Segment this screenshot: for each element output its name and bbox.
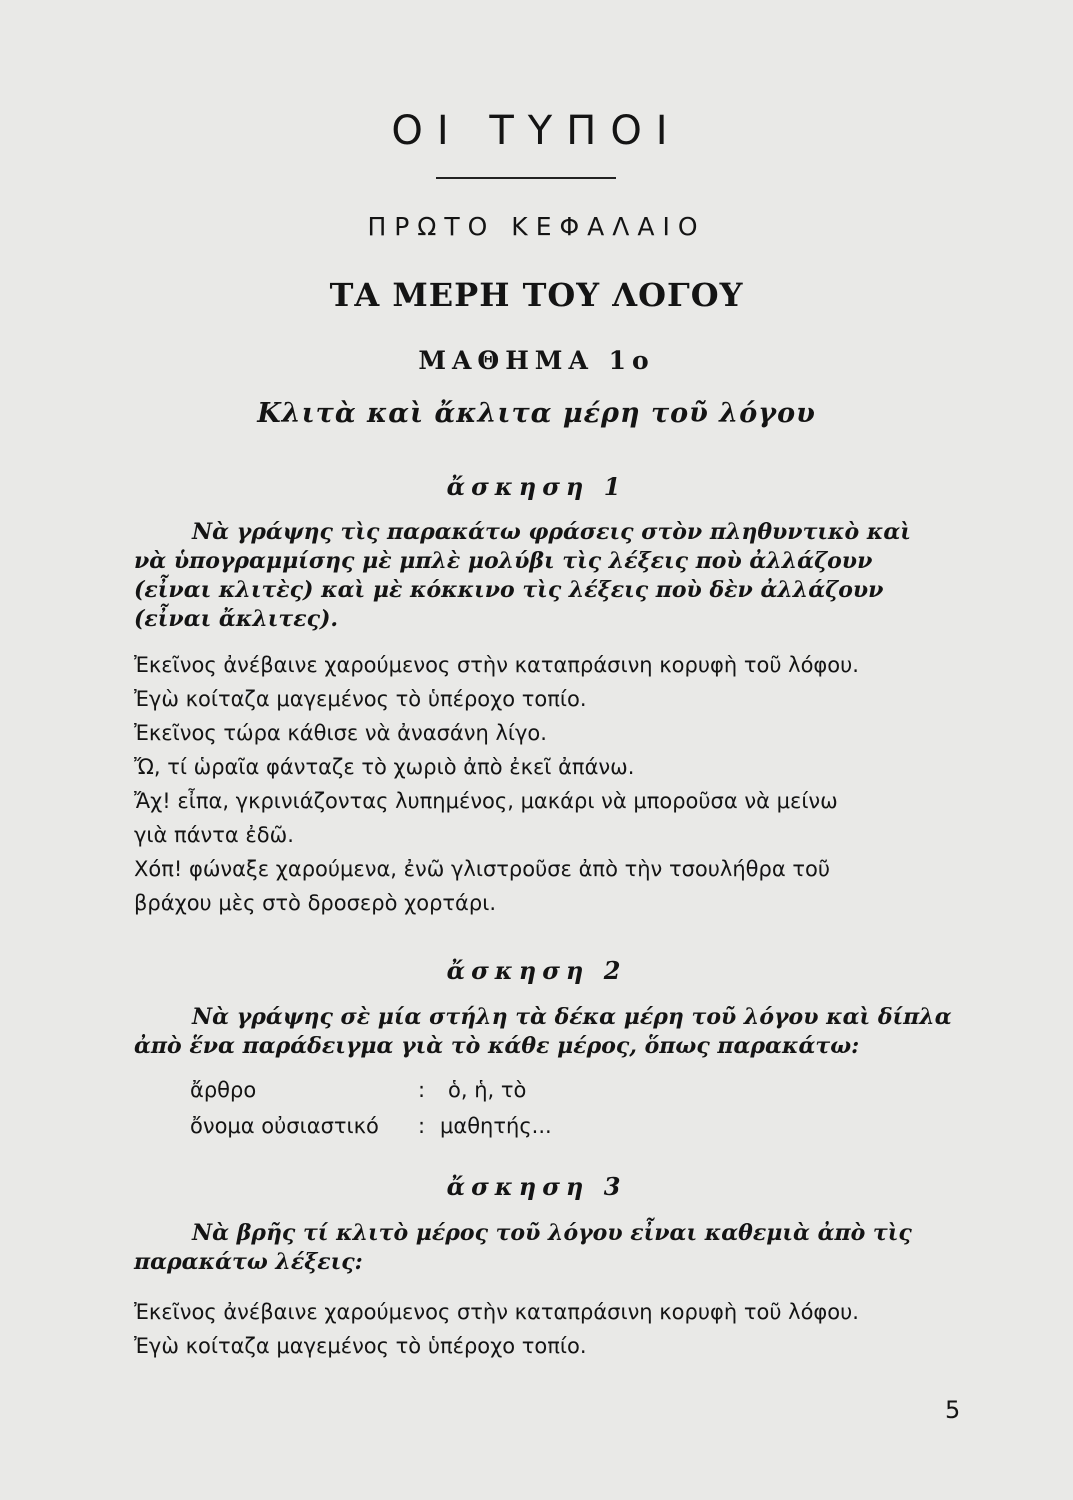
sentence-line: Ἐγὼ κοίταζα μαγεμένος τὸ ὑπέροχο τοπίο. xyxy=(134,687,587,711)
example-term: ἄρθρο xyxy=(190,1078,257,1102)
example-value: ὁ, ἡ, τὸ xyxy=(448,1078,527,1102)
instruction-line: (εἶναι κλιτὲς) καὶ μὲ κόκκινο τὶς λέξεις ποὺ δὲν ἀλλάζουν xyxy=(134,577,884,603)
exercise-3-instruction xyxy=(134,1219,970,1277)
sentence-line: Ἐκεῖνος ἀνέβαινε χαρούμενος στὴν καταπράσινη κορυφὴ τοῦ λόφου. xyxy=(134,1300,859,1324)
exercise-1-heading: ἄσκηση 1 xyxy=(446,472,627,501)
exercise-3-heading: ἄσκηση 3 xyxy=(446,1172,627,1201)
sentence-line: βράχου μὲς στὸ δροσερὸ χορτάρι. xyxy=(134,891,497,915)
instruction-line: Νὰ βρῆς τί κλιτὸ μέρος τοῦ λόγου εἶναι καθεμιὰ ἀπὸ τὶς xyxy=(192,1220,912,1246)
sentence-line: γιὰ πάντα ἐδῶ. xyxy=(134,823,294,847)
exercise-1-sentences xyxy=(134,648,984,920)
lesson-subtitle: Κλιτὰ καὶ ἄκλιτα μέρη τοῦ λόγου xyxy=(257,398,816,429)
part-title: ΤΑ ΜΕΡΗ ΤΟΥ ΛΟΓΟΥ xyxy=(329,276,744,314)
sentence-line: Ἐκεῖνος ἀνέβαινε χαρούμενος στὴν καταπράσινη κορυφὴ τοῦ λόφου. xyxy=(134,653,859,677)
example-value: μαθητής... xyxy=(440,1114,552,1138)
page-number: 5 xyxy=(945,1396,961,1424)
exercise-1-instruction xyxy=(134,518,970,634)
instruction-line: παρακάτω λέξεις: xyxy=(134,1249,363,1275)
instruction-line: (εἶναι ἄκλιτες). xyxy=(134,606,339,632)
instruction-line: Νὰ γράψης σὲ μία στήλη τὰ δέκα μέρη τοῦ λόγου καὶ δίπλα xyxy=(192,1004,952,1030)
chapter-heading: ΠΡΩΤΟ ΚΕΦΑΛΑΙΟ xyxy=(367,212,706,241)
instruction-line: Νὰ γράψης τὶς παρακάτω φράσεις στὸν πληθυντικὸ καὶ xyxy=(192,519,911,545)
sentence-line: Χόπ! φώναξε χαρούμενα, ἐνῶ γλιστροῦσε ἀπὸ τὴν τσουλήθρα τοῦ xyxy=(134,857,830,881)
example-separator: : xyxy=(418,1078,426,1102)
instruction-line: ἀπὸ ἕνα παράδειγμα γιὰ τὸ κάθε μέρος, ὅπως παρακάτω: xyxy=(134,1033,860,1059)
sentence-line: Ἄχ! εἶπα, γκρινιάζοντας λυπημένος, μακάρι νὰ μποροῦσα νὰ μείνω xyxy=(134,789,838,813)
book-title: ΟΙ ΤΥΠΟΙ xyxy=(391,108,682,154)
example-separator: : xyxy=(418,1114,426,1138)
title-underline xyxy=(436,177,616,179)
sentence-line: Ὤ, τί ὡραῖα φάνταζε τὸ χωριὸ ἀπὸ ἐκεῖ ἀπάνω. xyxy=(134,755,635,779)
exercise-3-sentences xyxy=(134,1295,984,1363)
example-term: ὄνομα οὐσιαστικό xyxy=(190,1114,379,1138)
sentence-line: Ἐκεῖνος τώρα κάθισε νὰ ἀνασάνη λίγο. xyxy=(134,721,547,745)
instruction-line: νὰ ὑπογραμμίσης μὲ μπλὲ μολύβι τὶς λέξεις ποὺ ἀλλάζουν xyxy=(134,548,873,574)
sentence-line: Ἐγὼ κοίταζα μαγεμένος τὸ ὑπέροχο τοπίο. xyxy=(134,1334,587,1358)
lesson-heading: ΜΑΘΗΜΑ 1ο xyxy=(418,346,655,375)
exercise-2-heading: ἄσκηση 2 xyxy=(446,956,627,985)
exercise-2-instruction xyxy=(134,1003,970,1061)
